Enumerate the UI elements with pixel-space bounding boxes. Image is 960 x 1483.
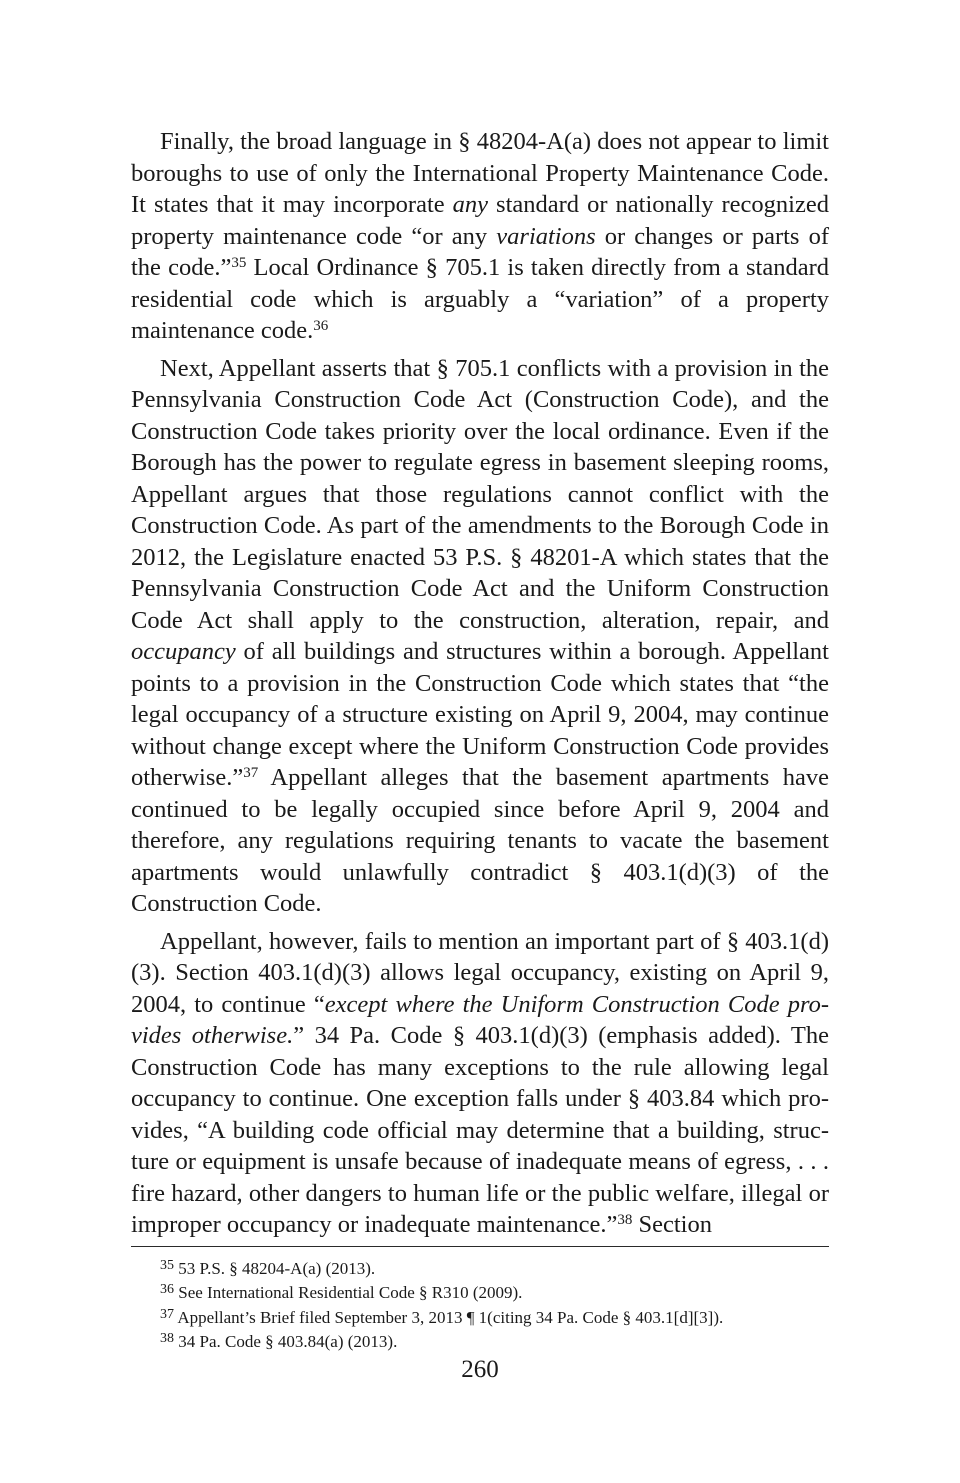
text-run: Local Ordinance § 705.1 is taken directly from a standard residential code which is arguably a “variation” of a property maintenance code. bbox=[131, 254, 829, 344]
text-run: Next, Appellant asserts that § 705.1 conflicts with a provision in the Pennsylvania Construction Code Act (Construction Code), and the Construction Code takes priority over the local ordinance. Even if the Borough has the power to regulate egress in basement sleeping rooms, Appellant argues that those regulations cannot conflict with the Construction Code. As part of the amendments to the Borough Code in 2012, the Legislature enacted 53 P.S. § 48201-A which states that the Pennsylvania Construction Code Act and the Uniform Construction Code Act shall apply to the construction, alteration, repair, and bbox=[131, 354, 829, 634]
text-run: Section bbox=[632, 1211, 712, 1238]
text-run: Finally, the broad language in § 48204-A(a) does not appear to limit boroughs to use of only the International Property Maintenance Code. It states that it may incorporate bbox=[131, 128, 829, 218]
paragraph bbox=[131, 926, 829, 1241]
text-run: or changes or parts of the code.” bbox=[131, 222, 829, 281]
footnote-divider bbox=[131, 1246, 829, 1247]
footnote-number: 37 bbox=[160, 1306, 174, 1322]
paragraph bbox=[131, 353, 829, 920]
page-body bbox=[131, 126, 829, 1355]
footnote-ref: 35 bbox=[231, 255, 247, 271]
page-number: 260 bbox=[461, 1356, 499, 1383]
footnote-ref: 36 bbox=[313, 318, 329, 334]
emphasis-text: occupancy bbox=[131, 638, 236, 665]
footnote bbox=[160, 1330, 829, 1355]
text-run: Appellant, however, fails to mention an important part of § 403.1(d)(3). Section 403.1(d)(3) allows legal occupancy, existing on April 9, 2004, to continue “ bbox=[131, 927, 829, 1018]
paragraph bbox=[131, 126, 829, 347]
footnote-number: 35 bbox=[160, 1257, 174, 1273]
footnote-text: 53 P.S. § 48204-A(a) (2013). bbox=[178, 1258, 376, 1278]
footnote-text: 34 Pa. Code § 403.84(a) (2013). bbox=[178, 1332, 398, 1351]
footnote bbox=[160, 1281, 829, 1306]
text-run: Appellant alleges that the basement apartments have continued to be legally occupied since before April 9, 2004 and therefore, any regulations requiring tenants to vacate the basement apartments would unlawfully contradict § 403.1(d)(3) of the Construction Code. bbox=[131, 764, 829, 917]
emphasis-text: except where the Uniform Construction Code provides otherwise. bbox=[131, 990, 829, 1049]
footnote bbox=[160, 1306, 829, 1331]
footnote-number: 36 bbox=[160, 1282, 174, 1297]
text-run: ” 34 Pa. Code § 403.1(d)(3) (emphasis added). The Construction Code has many exceptions to the rule allowing legal occupancy to continue. One exception falls under § 403.84 which provides, “A building code official may determine that a building, structure or equipment is unsafe because of inadequate means of egress, . . . fire hazard, other dangers to human life or the public welfare, illegal or improper occupancy or inadequate maintenance.” bbox=[131, 1022, 829, 1238]
emphasis-text: variations bbox=[496, 222, 596, 250]
main-text bbox=[131, 126, 829, 1241]
emphasis-text: any bbox=[452, 191, 489, 218]
footnote-number: 38 bbox=[160, 1331, 174, 1346]
footnote-ref: 37 bbox=[243, 765, 259, 781]
footnote bbox=[160, 1257, 829, 1282]
footnote-text: See International Residential Code § R310 (2009). bbox=[178, 1283, 523, 1302]
footnote-ref: 38 bbox=[617, 1212, 633, 1228]
footnote-text: Appellant’s Brief filed September 3, 2013 ¶ 1(citing 34 Pa. Code § 403.1[d][3]). bbox=[177, 1307, 724, 1327]
footnotes bbox=[131, 1257, 829, 1355]
text-run: standard or nationally recognized property maintenance code “or any bbox=[131, 191, 829, 250]
text-run: of all buildings and structures within a borough. Appellant points to a provision in the Construction Code which states that “the legal occupancy of a structure existing on April 9, 2004, may continue without change except where the Uniform Construction Code provides otherwise.” bbox=[131, 638, 829, 791]
